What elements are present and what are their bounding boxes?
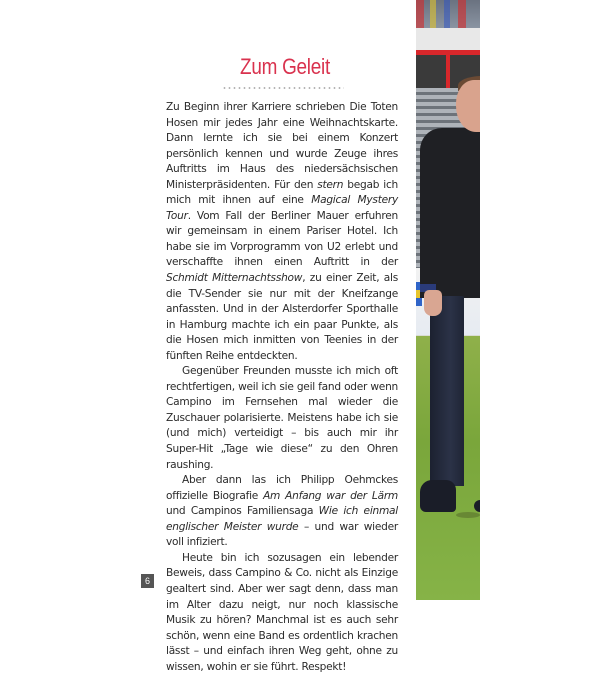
italic-title: Magical Mystery Tour [166,194,398,222]
text-run: Heute bin ich sozusagen ein lebender Beweis, dass Campino & Co. nicht als Einzige gealtert sind. Aber wer sagt denn, dass man im Alter dazu neigt, nur noch klassische Musik zu hören? Manchmal ist es auch sehr schön, wenn eine Band es ordentlich krachen lässt – und einfach ihren Weg geht, ohne zu wissen, wohin er sie führt. Respekt! [166,551,398,673]
person-hand [424,290,442,316]
person-jacket [420,128,480,298]
page-title: Zum Geleit [240,54,330,79]
text-run: Aber dann las ich Philipp Oehmckes offizielle Biografie [166,474,398,502]
italic-title: Am Anfang war der Lärm [263,489,399,502]
italic-title: stern [317,178,344,191]
person-trousers [430,296,464,486]
shoe-shadow [456,512,480,518]
italic-title: Wie ich einmal englischer Meister wurde [166,505,398,533]
paragraph-3 [166,473,398,551]
stadium-seats-top [416,0,480,28]
text-run: und Campinos Familiensaga [166,505,319,518]
dotted-divider [222,87,344,89]
text-run: Gegenüber Freunden musste ich mich oft rechtfertigen, weil ich sie geil fand oder wenn Campino im Fernsehen mal wieder die Zuschauer polarisierte. Meistens habe ich sie (und mich) verteidigt – bis auch mir ihr Super-Hit „Tage wie diese“ zu den Ohren raushing. [166,365,398,471]
person-shoe [420,480,456,512]
right-margin [480,0,600,600]
italic-title: Schmidt Mitternachtsshow [166,272,303,285]
body-text [166,100,398,675]
paragraph-4 [166,551,398,675]
paragraph-2 [166,364,398,473]
text-run: Zu Beginn ihrer Karriere schrieben Die Toten Hosen mir jedes Jahr eine Weihnachtskarte. Dann lernte ich sie bei einem Konzert persönlich kennen und wurde Zeuge ihres Auftritts im Haus des niedersächsischen Ministerpräsidenten. Für den [166,101,398,191]
text-run: , zu einer Zeit, als die TV-Sender sie nur mit der Kneifzange anfassten. Und in der Alsterdorfer Sporthalle in Hamburg machte ich ein paar Punkte, als die Hosen mich inmitten von Teenies in der fünften Reihe entdeckten. [166,272,398,362]
text-run: – und war wieder voll infiziert. [166,520,398,549]
page-number: 6 [141,574,154,588]
stadium-photo [416,0,480,600]
stadium-roof [416,28,480,50]
text-run: begab ich mich mit ihnen auf eine [166,178,398,207]
paragraph-1 [166,100,398,364]
text-run: . Vom Fall der Berliner Mauer erfuhren wir gemeinsam in einem Pariser Hotel. Ich habe sie im Vorprogramm von U2 erlebt und verschaffte ihnen einen Auftritt in der [166,209,398,269]
